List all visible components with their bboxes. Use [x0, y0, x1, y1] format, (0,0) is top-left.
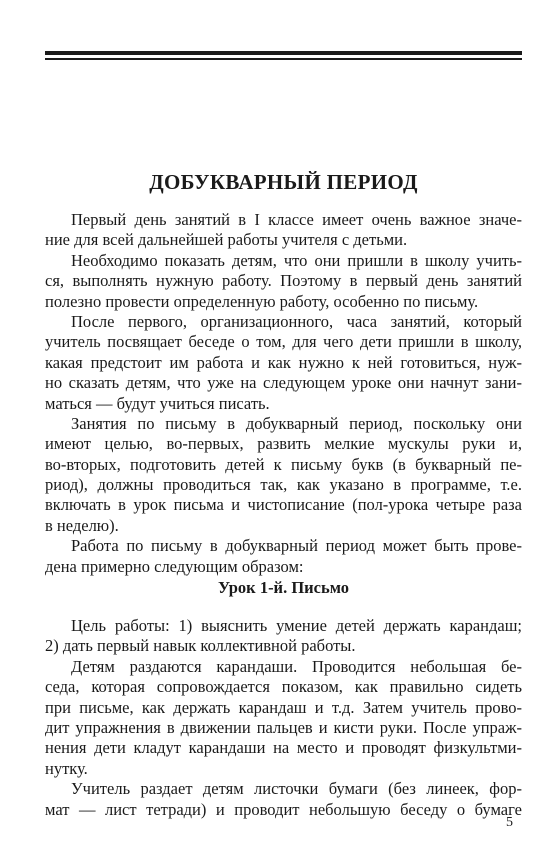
text-line: Детям раздаются карандаши. Проводится небольшая бе-: [71, 656, 522, 676]
text-line: ние для всей дальнейшей работы учителя с детьми.: [45, 230, 408, 250]
text-line: нения дети кладут карандаши на место и проводят физкультми-: [45, 738, 522, 758]
text-line: 2) дать первый навык коллективной работы.: [45, 636, 356, 656]
lesson-text: [45, 616, 522, 820]
text-line: Первый день занятий в I классе имеет очень важное значе-: [71, 210, 522, 229]
text-line: дена примерно следующим образом:: [45, 556, 304, 576]
text-line: дит упражнения в движении пальцев и кисти руки. После упраж-: [45, 717, 522, 737]
text-line: какая предстоит им работа и как нужно к ней готовиться, нуж-: [45, 352, 522, 372]
text-line: Занятия по письму в добукварный период, поскольку они: [71, 413, 522, 433]
text-line: нутку.: [45, 758, 88, 778]
intro-text: [45, 210, 522, 577]
text-line: включать в урок письма и чистописание (пол-урока четыре раза: [45, 495, 522, 515]
text-line: После первого, организационного, часа занятий, который: [71, 311, 522, 331]
text-line: имеют целью, во-первых, развить мелкие мускулы руки и,: [45, 434, 522, 454]
text-line: Учитель раздает детям листочки бумаги (без линеек, фор-: [71, 779, 522, 799]
text-line: полезно провести определенную работу, особенно по письму.: [45, 291, 479, 311]
header-rule-thin: [45, 58, 522, 60]
text-line: седа, которая сопровождается показом, как правильно сидеть: [45, 677, 522, 697]
text-line: риод), должны проводиться так, как указано в программе, т.е.: [45, 475, 522, 495]
section-title: ДОБУКВАРНЫЙ ПЕРИОД: [149, 170, 418, 194]
text-line: Цель работы: 1) выяснить умение детей держать карандаш;: [71, 616, 522, 635]
text-line: учитель посвящает беседе о том, для чего дети пришли в школу,: [45, 332, 522, 352]
text-line: Работа по письму в добукварный период может быть прове-: [71, 536, 522, 556]
text-line: в неделю).: [45, 515, 119, 535]
text-line: Необходимо показать детям, что они пришли в школу учить-: [71, 250, 522, 270]
text-line: во-вторых, подготовить детей к письму букв (в букварный пе-: [45, 454, 522, 474]
text-line: но сказать детям, что уже на следующем уроке они начнут зани-: [45, 373, 522, 393]
lesson-title: Урок 1-й. Письмо: [218, 578, 349, 597]
text-line: при письме, как держать карандаш и т.д. Затем учитель прово-: [45, 697, 522, 717]
text-line: мат — лист тетради) и проводит небольшую беседу о бумаге: [45, 799, 522, 819]
text-line: маться — будут учиться писать.: [45, 393, 270, 413]
page-number: 5: [506, 815, 513, 830]
header-rule-thick: [45, 51, 522, 55]
text-line: ся, выполнять нужную работу. Поэтому в первый день занятий: [45, 271, 522, 291]
